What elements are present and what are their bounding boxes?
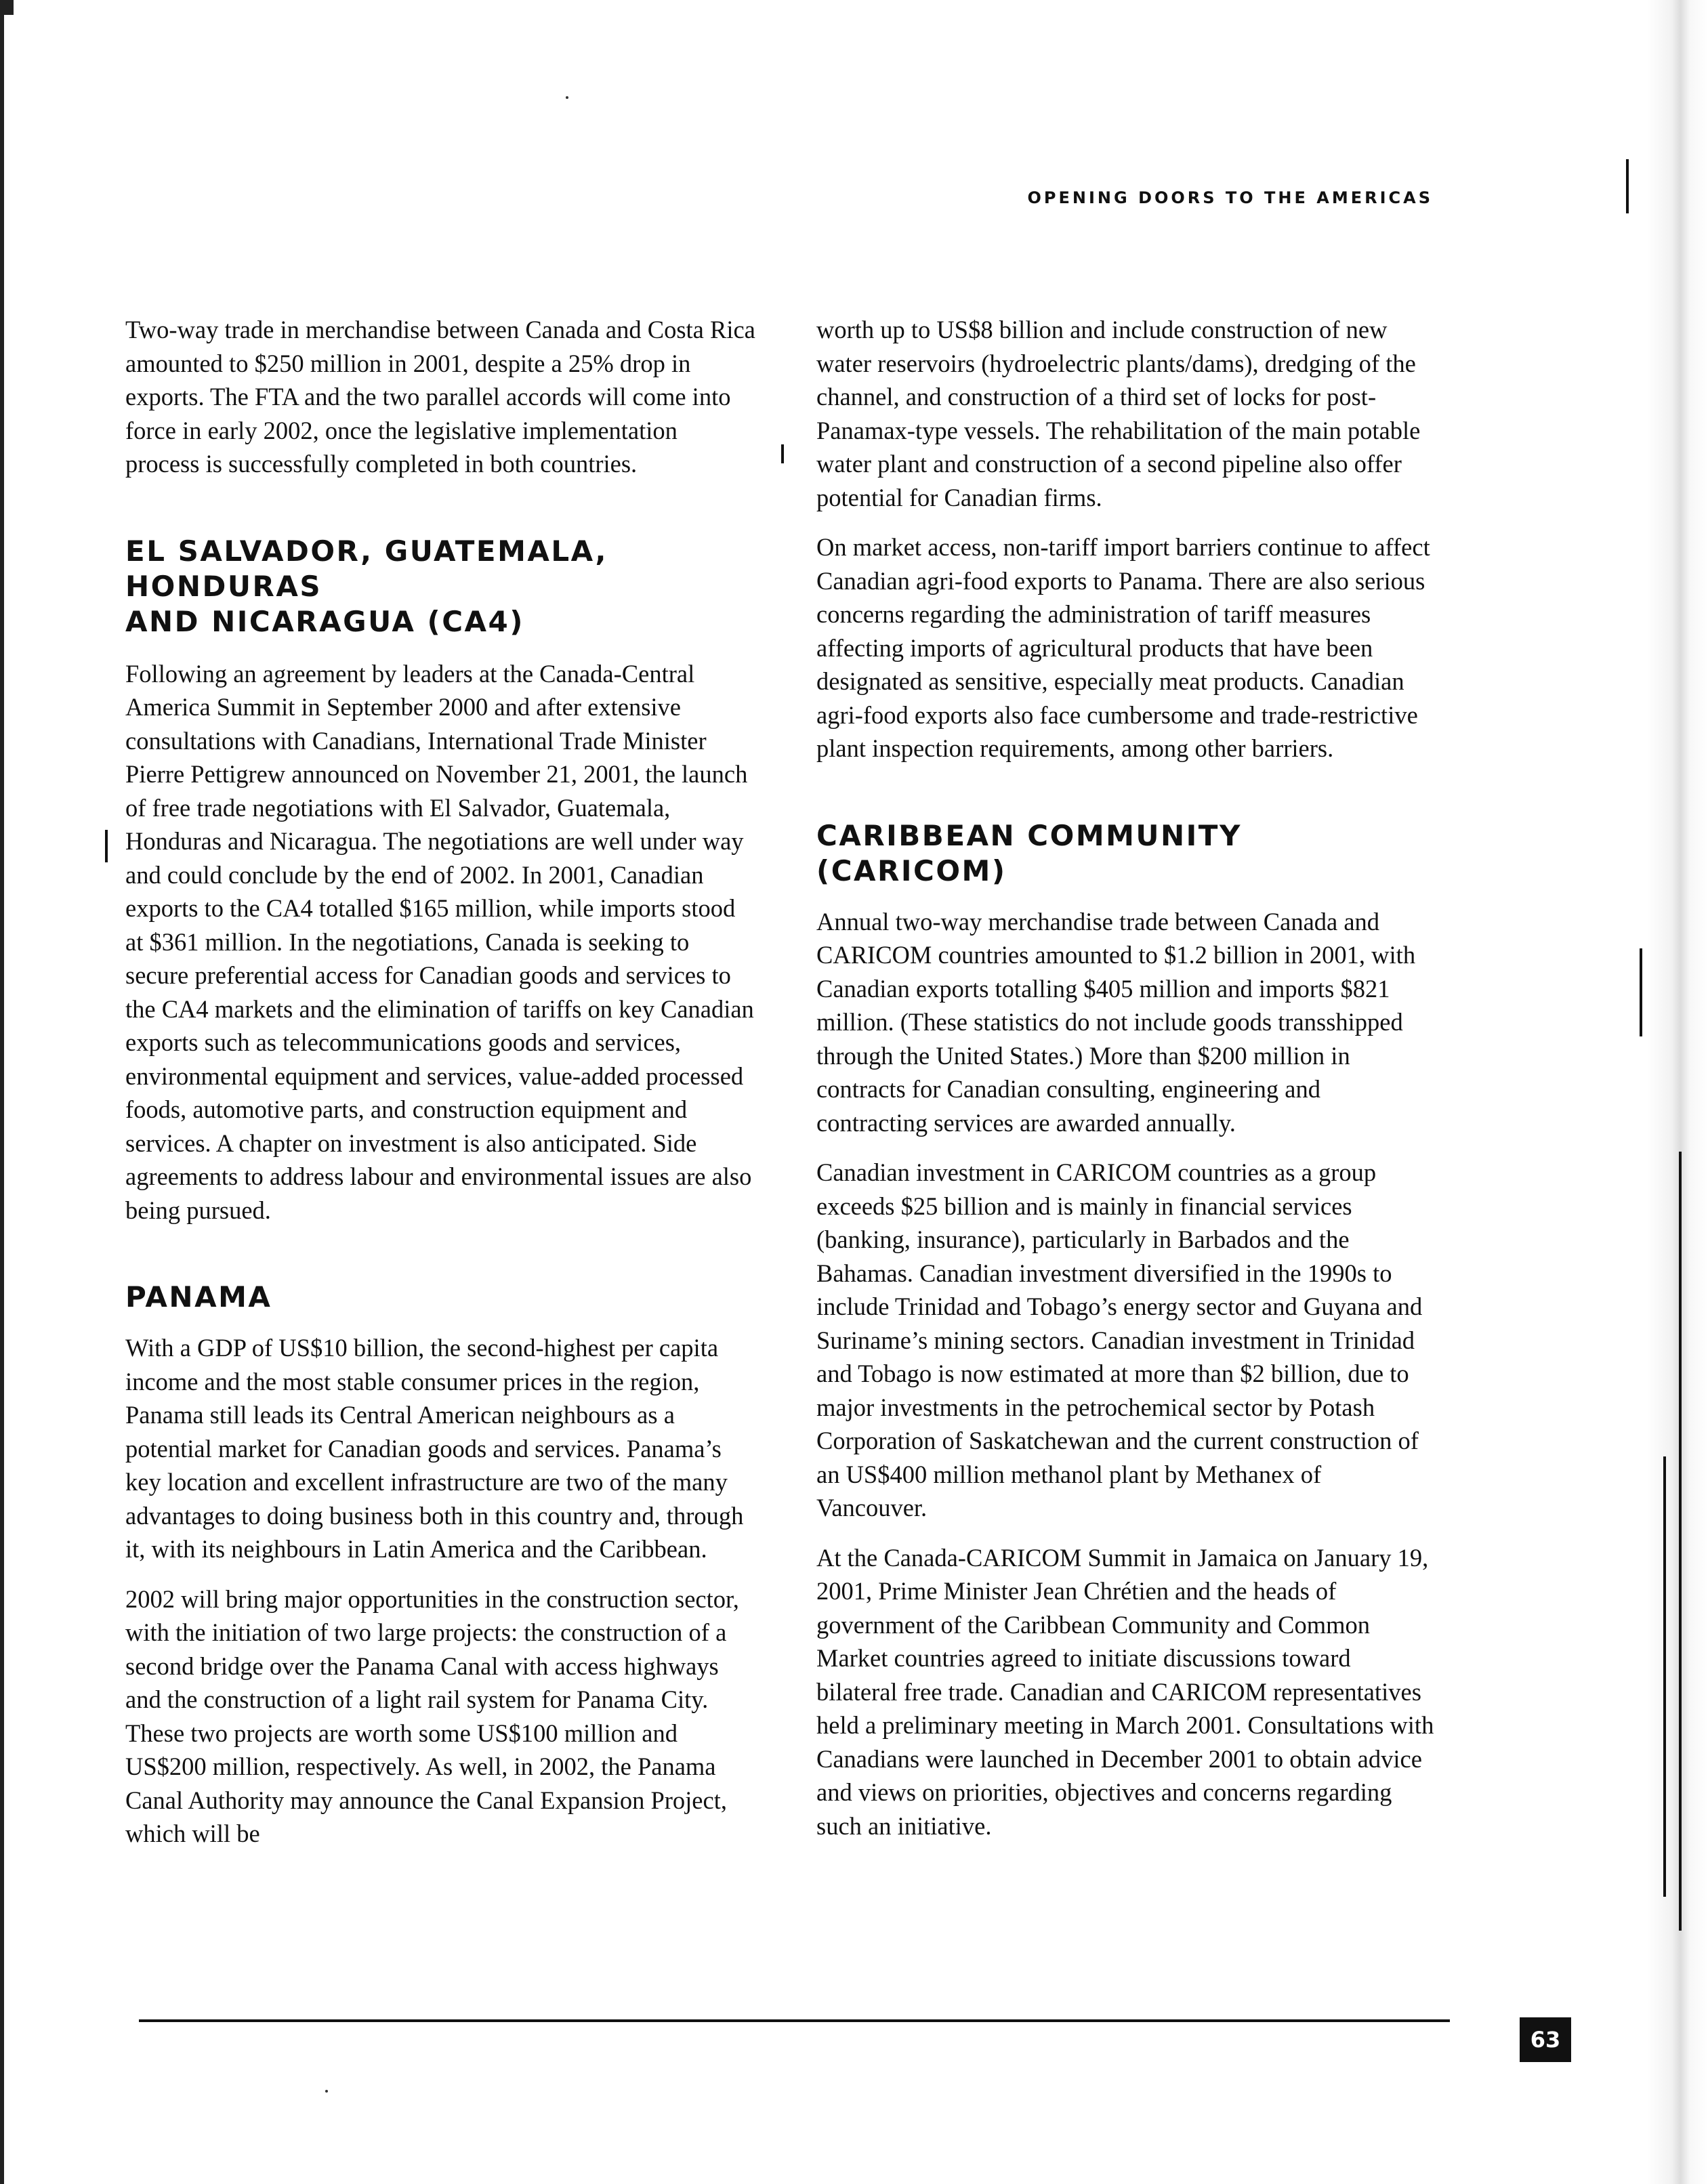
scan-left-edge [0, 0, 4, 2184]
footer-rule [139, 2019, 1450, 2022]
left-column [125, 313, 755, 1851]
ca4-paragraph: Following an agreement by leaders at the Canada-Central America Summit in September 2000 and after extensive consultations with Canadians, International Trade Minister Pierre Pettigrew announced on November 21, 2001, the launch of free trade negotiations with El Salvador, Guatemala, Honduras and Nicaragua. The negotiations are well under way and could conclude by the end of 2002. In 2001, Canadian exports to the CA4 totalled $165 million, while imports stood at $361 million. In the negotiations, Canada is seeking to secure preferential access for Canadian goods and services to the CA4 markets and the elimination of tariffs on key Canadian exports such as telecommunications goods and services, environmental equipment and services, value-added processed foods, automotive parts, and construction equipment and services. A chapter on investment is also anticipated. Side agreements to address labour and environmental issues are also being pursued. [125, 659, 754, 1224]
scan-corner-mark [0, 0, 14, 15]
panama-market-access-paragraph: On market access, non-tariff import barriers continue to affect Canadian agri-food exports to Panama. There are also serious concerns regarding the administration of tariff measures affecting imports of agricultural products that have been designated as sensitive, especially meat products. Canadian agri-food exports also face cumbersome and trade-restrictive plant inspection requirements, among other barriers. [816, 533, 1430, 762]
right-column [816, 313, 1436, 1843]
running-head: OPENING DOORS TO THE AMERICAS [1027, 188, 1433, 207]
scan-speck [566, 96, 568, 99]
panama-paragraph-1: With a GDP of US$10 billion, the second-highest per capita income and the most stable consumer prices in the region, Panama still leads its Central American neighbours as a potential market for Canadian goods and services. Panama’s key location and excellent infrastructure are two of the many advantages to doing business both in this country and, through it, with its neighbours in Latin America and the Caribbean. [125, 1334, 744, 1563]
scan-artifact-bar [1640, 948, 1642, 1036]
panama-continued-paragraph: worth up to US$8 billion and include construction of new water reservoirs (hydroelectric plants/dams), dredging of the channel, and construction of a third set of locks for post-Panamax-type vessels. The rehabilitation of the main potable water plant and construction of a second pipeline also offer potential for Canadian firms. [816, 316, 1421, 511]
panama-heading: PANAMA [125, 1280, 272, 1314]
costa-rica-paragraph: Two-way trade in merchandise between Canada and Costa Rica amounted to $250 million in 2001, despite a 25% drop in exports. The FTA and the two parallel accords will come into force in early 2002, once the legislative implementation process is successfully completed in both countries. [125, 316, 755, 478]
caricom-summit-paragraph: At the Canada-CARICOM Summit in Jamaica on January 19, 2001, Prime Minister Jean Chrétien and the heads of government of the Caribbean Community and Common Market countries agreed to initiate discussions toward bilateral free trade. Canadian and CARICOM representatives held a preliminary meeting in March 2001. Consultations with Canadians were launched in December 2001 to obtain advice and views on priorities, objectives and concerns regarding such an initiative. [816, 1543, 1434, 1840]
caricom-heading: CARIBBEAN COMMUNITY (CARICOM) [816, 818, 1242, 887]
panama-paragraph-2: 2002 will bring major opportunities in the construction sector, with the initiation of two large projects: the construction of a second bridge over the Panama Canal with access highways and the construction of a light rail system for Panama City. These two projects are worth some US$100 million and US$200 million, respectively. As well, in 2002, the Panama Canal Authority may announce the Canal Expansion Project, which will be [125, 1584, 739, 1847]
scan-artifact-bar [1663, 1456, 1666, 1897]
scan-right-edge [1647, 0, 1708, 2184]
ca4-heading-line1: EL SALVADOR, GUATEMALA, HONDURAS [125, 534, 608, 603]
caricom-investment-paragraph: Canadian investment in CARICOM countries as a group exceeds $25 billion and is mainly in financial services (banking, insurance), particularly in Barbados and the Bahamas. Canadian investment diversified in the 1990s to include Trinidad and Tobago’s energy sector and Guyana and Suriname’s mining sectors. Canadian investment in Trinidad and Tobago is now estimated at more than $2 billion, due to major investments in the petrochemical sector by Potash Corporation of Saskatchewan and the current construction of an US$400 million methanol plant by Methanex of Vancouver. [816, 1158, 1423, 1521]
ca4-heading [125, 534, 755, 639]
scan-speck [325, 2090, 328, 2093]
scan-artifact-bar [1679, 1152, 1682, 1931]
caricom-trade-paragraph: Annual two-way merchandise trade between Canada and CARICOM countries amounted to $1.2 billion in 2001, with Canadian exports totalling $405 million and imports $821 million. (These statistics do not include goods transshipped through the United States.) More than $200 million in contracts for Canadian consulting, engineering and contracting services are awarded annually. [816, 907, 1416, 1137]
page-number: 63 [1520, 2017, 1571, 2062]
ca4-heading-line2: AND NICARAGUA (CA4) [125, 604, 524, 638]
revision-bar [105, 830, 108, 862]
revision-bar [781, 444, 784, 463]
scan-artifact-bar [1626, 159, 1629, 213]
